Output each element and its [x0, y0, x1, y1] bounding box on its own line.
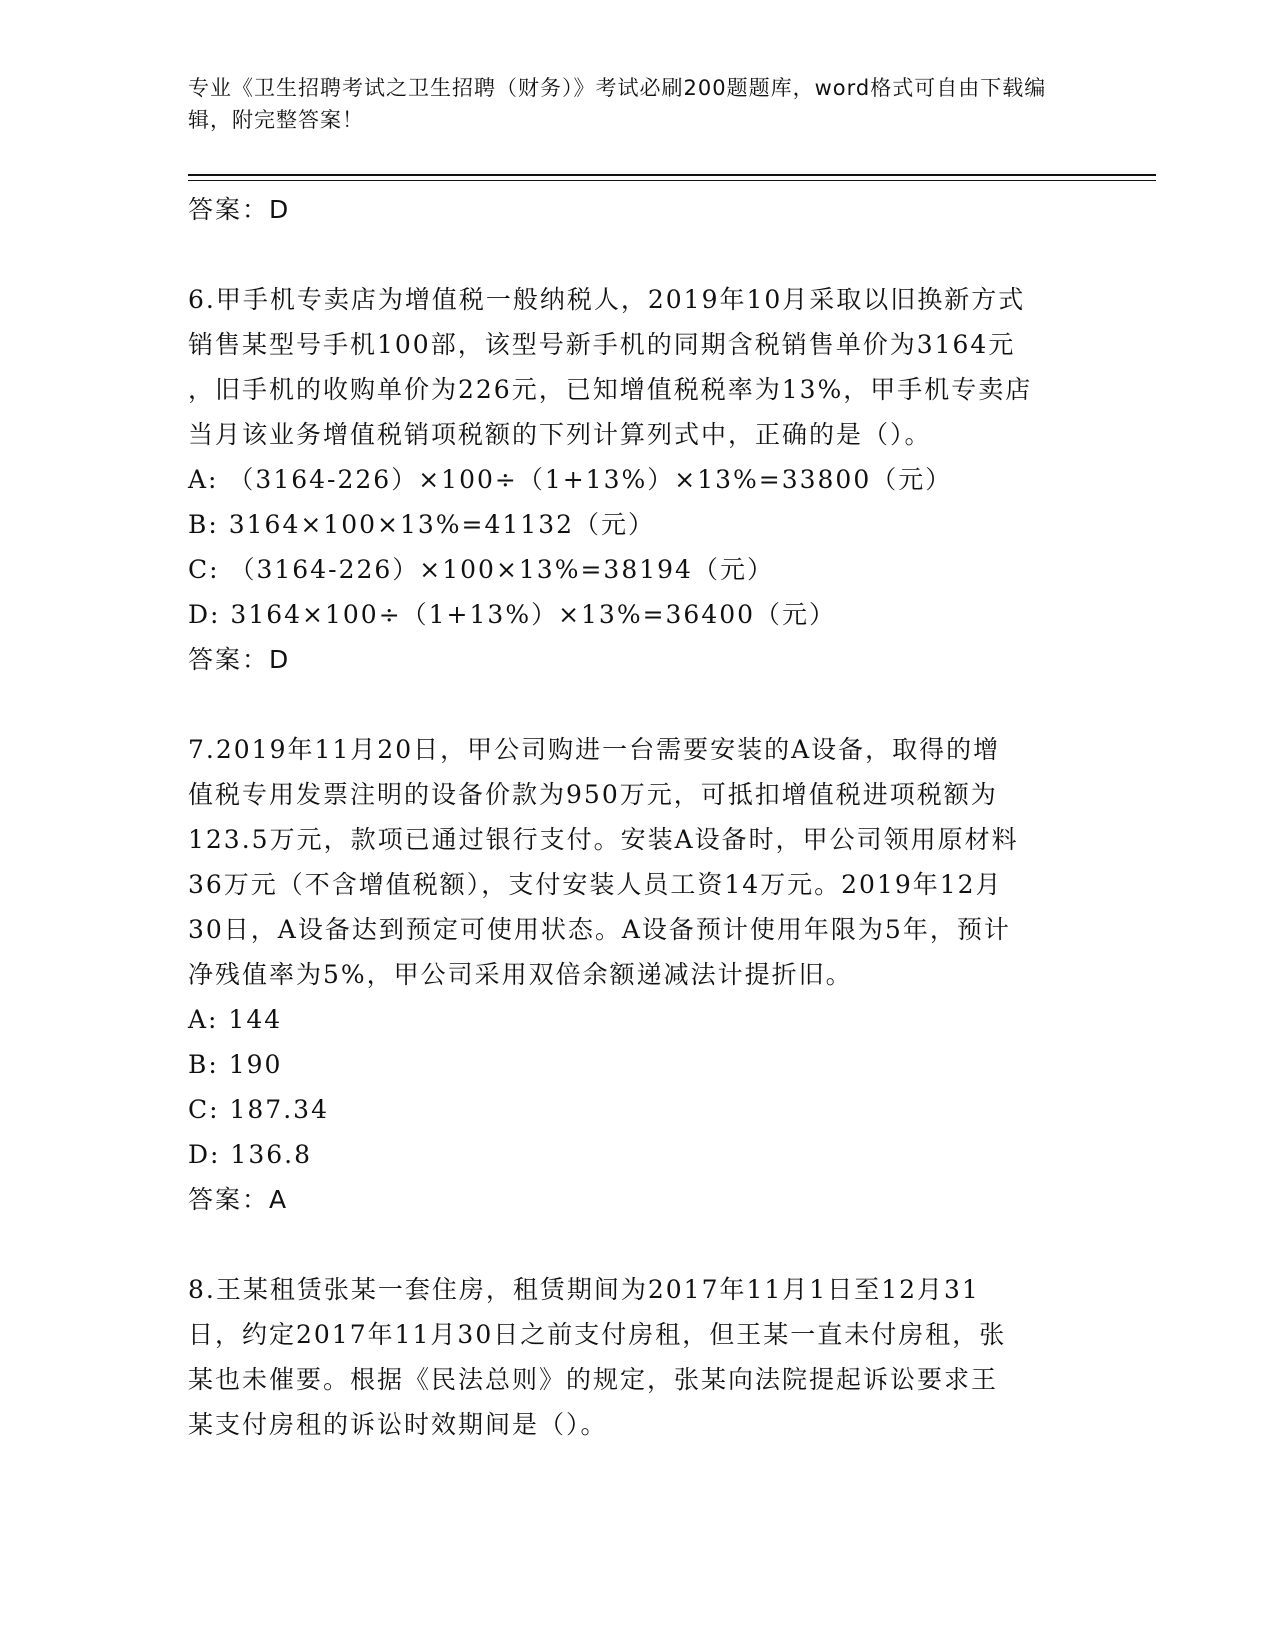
question-8	[188, 1267, 1088, 1447]
option-c: C: 187.34	[188, 1095, 329, 1124]
option-d: D: 136.8	[188, 1140, 312, 1169]
option-a: A: 144	[188, 1005, 283, 1034]
option-b: B: 3164×100×13%=41132（元）	[188, 510, 656, 539]
answer-line: 答案：D	[188, 645, 291, 674]
option-a: A: （3164-226）×100÷（1+13%）×13%=33800（元）	[188, 465, 953, 494]
question-6	[188, 277, 1088, 682]
option-d: D: 3164×100÷（1+13%）×13%=36400（元）	[188, 600, 837, 629]
document-header: 专业《卫生招聘考试之卫生招聘（财务）》考试必刷200题题库，word格式可自由下载编辑，附完整答案！	[188, 76, 1047, 132]
answer-line: 答案：D	[188, 195, 291, 224]
option-c: C: （3164-226）×100×13%=38194（元）	[188, 555, 774, 584]
answer-line: 答案：A	[188, 1185, 289, 1214]
question-7	[188, 727, 1088, 1222]
header-rule-thick	[188, 174, 1156, 176]
document-body	[188, 187, 1088, 1447]
option-b: B: 190	[188, 1050, 283, 1079]
header-rule-thin	[188, 180, 1156, 181]
question-text: 6.甲手机专卖店为增值税一般纳税人，2019年10月采取以旧换新方式 销售某型号手机100部，该型号新手机的同期含税销售单价为3164元 ，旧手机的收购单价为226元，已知增值税税率为13%，甲手机专卖店 当月该业务增值税销项税额的下列计算列式中，正确的是（）。	[188, 285, 1033, 449]
question-text: 8.王某租赁张某一套住房，租赁期间为2017年11月1日至12月31 日，约定2017年11月30日之前支付房租，但王某一直未付房租，张 某也未催要。根据《民法总则》的规定，张某向法院提起诉讼要求王 某支付房租的诉讼时效期间是（）。	[188, 1275, 1007, 1439]
question-text: 7.2019年11月20日，甲公司购进一台需要安装的A设备，取得的增 值税专用发票注明的设备价款为950万元，可抵扣增值税进项税额为 123.5万元，款项已通过银行支付。安装A设备时，甲公司领用原材料 36万元（不含增值税额），支付安装人员工资14万元。2019年12月 30日，A设备达到预定可使用状态。A设备预计使用年限为5年，预计 净残值率为5%，甲公司采用双倍余额递减法计提折旧。	[188, 735, 1019, 989]
